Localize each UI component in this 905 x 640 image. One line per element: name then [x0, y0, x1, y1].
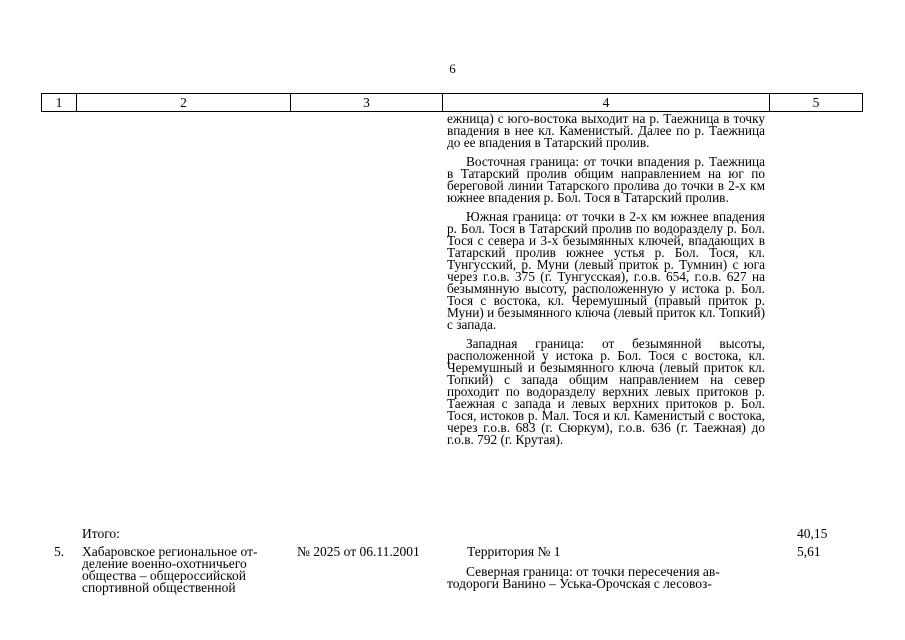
header-col-3: 3 — [291, 94, 443, 112]
organization-name — [82, 546, 292, 594]
territory-title: Территория № 1 — [467, 544, 561, 559]
row-number: 5. — [54, 544, 65, 559]
organization-line: общества – общероссийской — [82, 568, 247, 583]
organization-line: спортивной общественной — [82, 580, 236, 595]
table-header — [41, 93, 863, 112]
header-col-4: 4 — [443, 94, 770, 112]
header-col-1: 1 — [42, 94, 77, 112]
organization-line: Хабаровское региональное от- — [82, 544, 258, 559]
page-number: 6 — [449, 61, 456, 76]
total-label: Итого: — [82, 526, 120, 541]
north-border — [447, 566, 765, 590]
border-paragraph-south: Южная граница: от точки в 2-х км южнее впадения р. Бол. Тося в Татарский пролив по водоразделу р. Бол. Тося с севера и 3-х безымянных ключей, впадающих в Татарский пролив южнее устья р. Бол. Тося, кл. Тунгусский, р. Муни (левый приток р. Тумнин) с юга через г.о.в. 375 (г. Тунгусская), г.о.в. 654, г.о.в. 627 на безымянную высоту, расположенную у истока р. Бол. Тося с востока, кл. Черемушный (правый приток р. Муни) и безымянного ключа (левый приток кл. Топкий) с запада. — [447, 209, 765, 332]
north-border-line: Северная граница: от точки пересечения ав- — [466, 564, 720, 579]
total-value: 40,15 — [797, 526, 828, 541]
document-number: № 2025 от 06.11.2001 — [297, 544, 420, 559]
border-paragraph-west: Западная граница: от безымянной высоты, расположенной у истока р. Бол. Тося с востока, кл. Черемушный и безымянного ключа (левый приток кл. Топкий) с запада общим направлением на север проходит по водоразделу верхних левых притоков р. Таежная с запада и левых верхних притоков р. Бол. Тося, истоков р. Мал. Тося и кл. Каменистый с востока, через г.о.в. 683 (г. Сюркум), г.о.в. 636 (г. Таежная) до г.о.в. 792 (г. Крутая). — [447, 336, 765, 447]
border-paragraph-continued: ежница) с юго-востока выходит на р. Таежница в точку впадения в нее кл. Каменистый. Далее по р. Таежница до ее впадения в Татарский пролив. — [447, 111, 765, 150]
area-value: 5,61 — [797, 544, 821, 559]
organization-line: деление военно-охотничьего — [82, 556, 247, 571]
border-paragraph-east: Восточная граница: от точки впадения р. Таежница в Татарский пролив общим направлением на юг по береговой линии Татарского пролива до точки в 2-х км южнее впадения р. Бол. Тося в Татарский пролив. — [447, 154, 765, 205]
north-border-line: тодороги Ванино – Уська-Орочская с лесовоз- — [447, 576, 712, 591]
header-col-5: 5 — [770, 94, 863, 112]
header-col-2: 2 — [77, 94, 291, 112]
border-description — [447, 113, 765, 453]
